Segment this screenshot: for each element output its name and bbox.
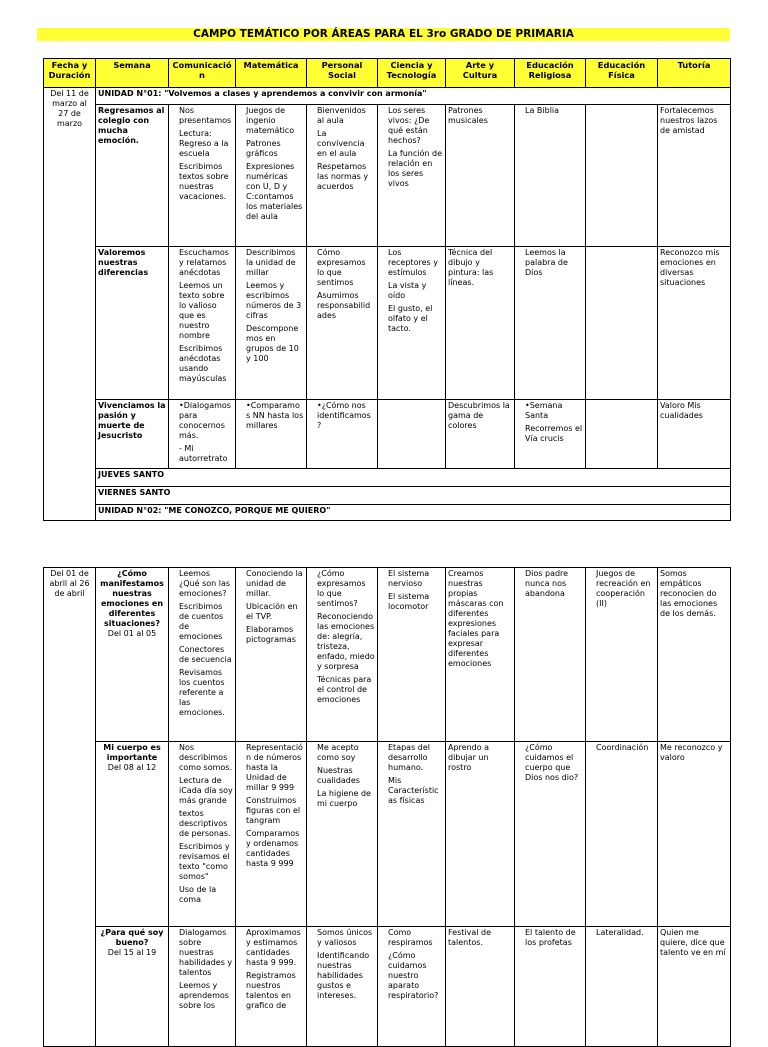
cell-personal xyxy=(307,742,378,927)
cell-personal xyxy=(307,105,378,247)
cell-text: Festival de talentos. xyxy=(448,928,492,947)
cell-ciencia xyxy=(378,927,446,1047)
cell-tutoria xyxy=(658,247,731,400)
cell-tutoria xyxy=(658,927,731,1047)
schedule-table-1 xyxy=(43,58,731,521)
cell-arte xyxy=(446,742,515,927)
cell-text: La función de relación en los seres vivos xyxy=(388,149,442,188)
cell-fisica xyxy=(586,400,658,469)
document-title: CAMPO TEMÁTICO POR ÁREAS PARA EL 3ro GRADO DE PRIMARIA xyxy=(37,28,730,41)
cell-text: ¿Cómo expresamos lo que sentimos? xyxy=(317,569,366,608)
cell-arte xyxy=(446,400,515,469)
cell-text: Etapas del desarrollo humano. xyxy=(388,743,431,772)
cell-text: La Biblia xyxy=(525,106,560,115)
cell-text: Aproximamos y estimamos cantidades hasta 9 999. xyxy=(246,928,301,967)
cell-arte xyxy=(446,927,515,1047)
cell-text: Los receptores y estímulos xyxy=(388,248,438,277)
cell-ciencia xyxy=(378,105,446,247)
fecha-cell: Del 01 de abril al 26 de abril xyxy=(44,568,96,1047)
cell-fisica xyxy=(586,247,658,400)
cell-text: Recorremos el Vía crucis xyxy=(525,424,583,443)
cell-comunicacion xyxy=(169,927,236,1047)
cell-text: Somos empáticos reconocien do las emociones de los demás. xyxy=(660,569,718,618)
cell-tutoria xyxy=(658,568,731,742)
cell-text: Construimos figuras con el tangram xyxy=(246,796,301,825)
cell-text: La convivencia en el aula xyxy=(317,129,365,158)
cell-text: Me acepto como soy xyxy=(317,743,359,762)
semana-title: ¿Cómo manifestamos nuestras emociones en diferentes situaciones? xyxy=(100,569,164,628)
table-row xyxy=(44,105,731,247)
holiday-row: VIERNES SANTO xyxy=(96,487,731,505)
cell-personal xyxy=(307,568,378,742)
cell-text: Lectura de iCada día soy más grande xyxy=(179,776,233,805)
cell-comunicacion xyxy=(169,247,236,400)
cell-text: Nos presentamos xyxy=(179,106,232,125)
cell-text: Cómo expresamos lo que sentimos xyxy=(317,248,366,287)
cell-text: Escribimos de cuentos de emociones xyxy=(179,602,224,641)
semana-dates: Del 01 al 05 xyxy=(107,629,157,638)
cell-text: Leemos un texto sobre lo valioso que es nuestro nombre xyxy=(179,281,225,340)
cell-personal xyxy=(307,247,378,400)
cell-matematica xyxy=(236,400,307,469)
cell-text: ¿Cómo cuidamos nuestro aparato respiratorio? xyxy=(388,951,439,1000)
cell-text: Juegos de ingenio matemático xyxy=(246,106,295,135)
cell-text: Técnica del dibujo y pintura: las líneas. xyxy=(448,248,494,287)
semana-title: ¿Para qué soy bueno? xyxy=(100,928,164,947)
semana-cell xyxy=(96,742,169,927)
semana-dates: Del 15 al 19 xyxy=(107,948,157,957)
cell-religion xyxy=(515,568,586,742)
cell-text: Registramos nuestros talentos en grafico de xyxy=(246,971,296,1010)
cell-comunicacion xyxy=(169,105,236,247)
fecha-cell: Del 11 de marzo al 27 de marzo xyxy=(44,88,96,521)
cell-text: Describimos la unidad de millar xyxy=(246,248,296,277)
cell-text: ¿Cómo cuidamos el cuerpo que Dios nos dio? xyxy=(525,743,579,782)
cell-religion xyxy=(515,400,586,469)
header-tutoria: Tutoría xyxy=(658,59,731,88)
cell-text: • Dialogamos para conocernos más. xyxy=(171,401,233,441)
cell-matematica xyxy=(236,568,307,742)
cell-matematica xyxy=(236,247,307,400)
cell-text: Coordinación xyxy=(596,743,649,752)
cell-text: Leemos la palabra de Dios xyxy=(525,248,568,277)
cell-religion xyxy=(515,247,586,400)
header-row xyxy=(44,59,731,88)
cell-text: Dios padre nunca nos abandona xyxy=(525,569,569,598)
holiday-row: JUEVES SANTO xyxy=(96,469,731,487)
semana-title: Valoremos nuestras diferencias xyxy=(98,248,149,277)
table-row xyxy=(44,927,731,1047)
semana-title: Vivenciamos la pasión y muerte de Jesucristo xyxy=(98,401,166,440)
cell-text: • Semana Santa xyxy=(517,401,583,421)
header-matematica: Matemática xyxy=(236,59,307,88)
cell-text: Representación de números hasta la Unidad de millar 9 999 xyxy=(246,743,303,792)
header-personal-social: Personal Social xyxy=(307,59,378,88)
cell-text: El gusto, el olfato y el tacto. xyxy=(388,304,433,333)
cell-tutoria xyxy=(658,105,731,247)
cell-text: Me reconozco y valoro xyxy=(660,743,723,762)
semana-dates: Del 08 al 12 xyxy=(107,763,157,772)
header-ciencia: Ciencia y Tecnología xyxy=(378,59,446,88)
cell-matematica xyxy=(236,105,307,247)
cell-text: Reconociendo las emociones de: alegría, tristeza, enfado, miedo y sorpresa xyxy=(317,612,375,671)
cell-text: La vista y oído xyxy=(388,281,427,300)
header-semana: Semana xyxy=(96,59,169,88)
semana-cell xyxy=(96,568,169,742)
semana-title: Regresamos al colegio con mucha emoción. xyxy=(98,106,165,145)
cell-personal xyxy=(307,400,378,469)
cell-text: Aprendo a dibujar un rostro xyxy=(448,743,490,772)
cell-arte xyxy=(446,568,515,742)
unit-title: UNIDAD N°01: "Volvemos a clases y aprendemos a convivir con armonía" xyxy=(96,88,731,105)
cell-text: Revisamos los cuentos referente a las emociones. xyxy=(179,668,225,717)
cell-text: La higiene de mi cuerpo xyxy=(317,789,371,808)
table-row xyxy=(44,568,731,742)
cell-text: El sistema locomotor xyxy=(388,592,430,611)
cell-ciencia xyxy=(378,742,446,927)
header-comunicacion: Comunicación xyxy=(169,59,236,88)
cell-text: Escribimos anécdotas usando mayúsculas xyxy=(179,344,227,383)
cell-personal xyxy=(307,927,378,1047)
cell-text: Escribimos textos sobre nuestras vacaciones. xyxy=(179,162,229,201)
cell-text: Quien me quiere, dice que talento ve en mí xyxy=(660,928,726,957)
header-fecha: Fecha y Duración xyxy=(44,59,96,88)
cell-ciencia xyxy=(378,247,446,400)
cell-text: El sistema nervioso xyxy=(388,569,430,588)
table-row xyxy=(44,742,731,927)
cell-text: Somos únicos y valiosos xyxy=(317,928,373,947)
cell-text: Dialogamos sobre nuestras habilidades y talentos xyxy=(179,928,233,977)
cell-text: Creamos nuestras propias máscaras con diferentes expresiones faciales para expresar diferentes emociones xyxy=(448,569,504,668)
cell-text: • Comparamos NN hasta los millares xyxy=(238,401,304,431)
semana-cell xyxy=(96,105,169,247)
cell-comunicacion xyxy=(169,568,236,742)
cell-text: Expresiones numéricas con U, D y C:contamos los materiales del aula xyxy=(246,162,303,221)
cell-text: - Mi autorretrato xyxy=(179,444,228,463)
cell-tutoria xyxy=(658,742,731,927)
cell-text: Comparamos y ordenamos cantidades hasta 9 999 xyxy=(246,829,300,868)
cell-text: Asumimos responsabilidades xyxy=(317,291,371,320)
cell-text: El talento de los profetas xyxy=(525,928,576,947)
cell-arte xyxy=(446,105,515,247)
cell-text: textos descriptivos de personas. xyxy=(179,809,231,838)
unit-title: UNIDAD N°02: "ME CONOZCO, PORQUE ME QUIERO" xyxy=(96,505,731,521)
cell-comunicacion xyxy=(169,742,236,927)
cell-text: Conectores de secuencia xyxy=(179,645,232,664)
table-row xyxy=(44,400,731,469)
cell-fisica xyxy=(586,105,658,247)
cell-ciencia xyxy=(378,400,446,469)
table-row xyxy=(44,247,731,400)
cell-ciencia xyxy=(378,568,446,742)
semana-title: Mi cuerpo es importante xyxy=(103,743,161,762)
cell-text: Valoro Mis cualidades xyxy=(660,401,703,420)
cell-text: Los seres vivos: ¿De qué están hechos? xyxy=(388,106,430,145)
header-religion: Educación Religiosa xyxy=(515,59,586,88)
cell-fisica xyxy=(586,742,658,927)
cell-matematica xyxy=(236,742,307,927)
cell-text: Patrones gráficos xyxy=(246,139,281,158)
cell-text: Como respiramos xyxy=(388,928,433,947)
cell-text: Patrones musicales xyxy=(448,106,488,125)
cell-text: Juegos de recreación en cooperación (II) xyxy=(596,569,651,608)
cell-text: Elaboramos pictogramas xyxy=(246,625,296,644)
cell-text: Nos describimos como somos. xyxy=(179,743,232,772)
cell-text: Descomponemos en grupos de 10 y 100 xyxy=(246,324,299,363)
cell-religion xyxy=(515,742,586,927)
cell-text: Ubicación en el TVP. xyxy=(246,602,298,621)
semana-cell xyxy=(96,400,169,469)
cell-matematica xyxy=(236,927,307,1047)
cell-arte xyxy=(446,247,515,400)
header-fisica: Educación Física xyxy=(586,59,658,88)
cell-text: Respetamos las normas y acuerdos xyxy=(317,162,369,191)
cell-religion xyxy=(515,105,586,247)
cell-text: Uso de la coma xyxy=(179,885,217,904)
cell-text: Conociendo la unidad de millar. xyxy=(246,569,303,598)
cell-text: Lectura: Regreso a la escuela xyxy=(179,129,229,158)
cell-text: Reconozco mis emociones en diversas situaciones xyxy=(660,248,720,287)
cell-religion xyxy=(515,927,586,1047)
cell-text: Escribimos y revisamos el texto "como somos" xyxy=(179,842,230,881)
cell-text: Mis Característic as físicas xyxy=(388,776,439,805)
cell-fisica xyxy=(586,927,658,1047)
schedule-table-2 xyxy=(43,567,731,1047)
cell-text: Nuestras cualidades xyxy=(317,766,360,785)
cell-comunicacion xyxy=(169,400,236,469)
cell-text: Lateralidad. xyxy=(596,928,644,937)
cell-text: Técnicas para el control de emociones xyxy=(317,675,372,704)
cell-fisica xyxy=(586,568,658,742)
cell-text: • ¿Cómo nos identificamos? xyxy=(309,401,375,431)
header-arte: Arte y Cultura xyxy=(446,59,515,88)
semana-cell xyxy=(96,927,169,1047)
semana-cell xyxy=(96,247,169,400)
cell-text: Fortalecemos nuestros lazos de amistad xyxy=(660,106,718,135)
cell-tutoria xyxy=(658,400,731,469)
cell-text: Leemos y aprendemos sobre los xyxy=(179,981,229,1010)
cell-text: Bienvenidos al aula xyxy=(317,106,366,125)
cell-text: Identificando nuestras habilidades gustos e intereses. xyxy=(317,951,370,1000)
cell-text: Leemos y escribimos números de 3 cifras xyxy=(246,281,302,320)
cell-text: Escuchamos y relatamos anécdotas xyxy=(179,248,229,277)
cell-text: Descubrimos la gama de colores xyxy=(448,401,510,430)
cell-text: Leemos ¿Qué son las emociones? xyxy=(179,569,231,598)
